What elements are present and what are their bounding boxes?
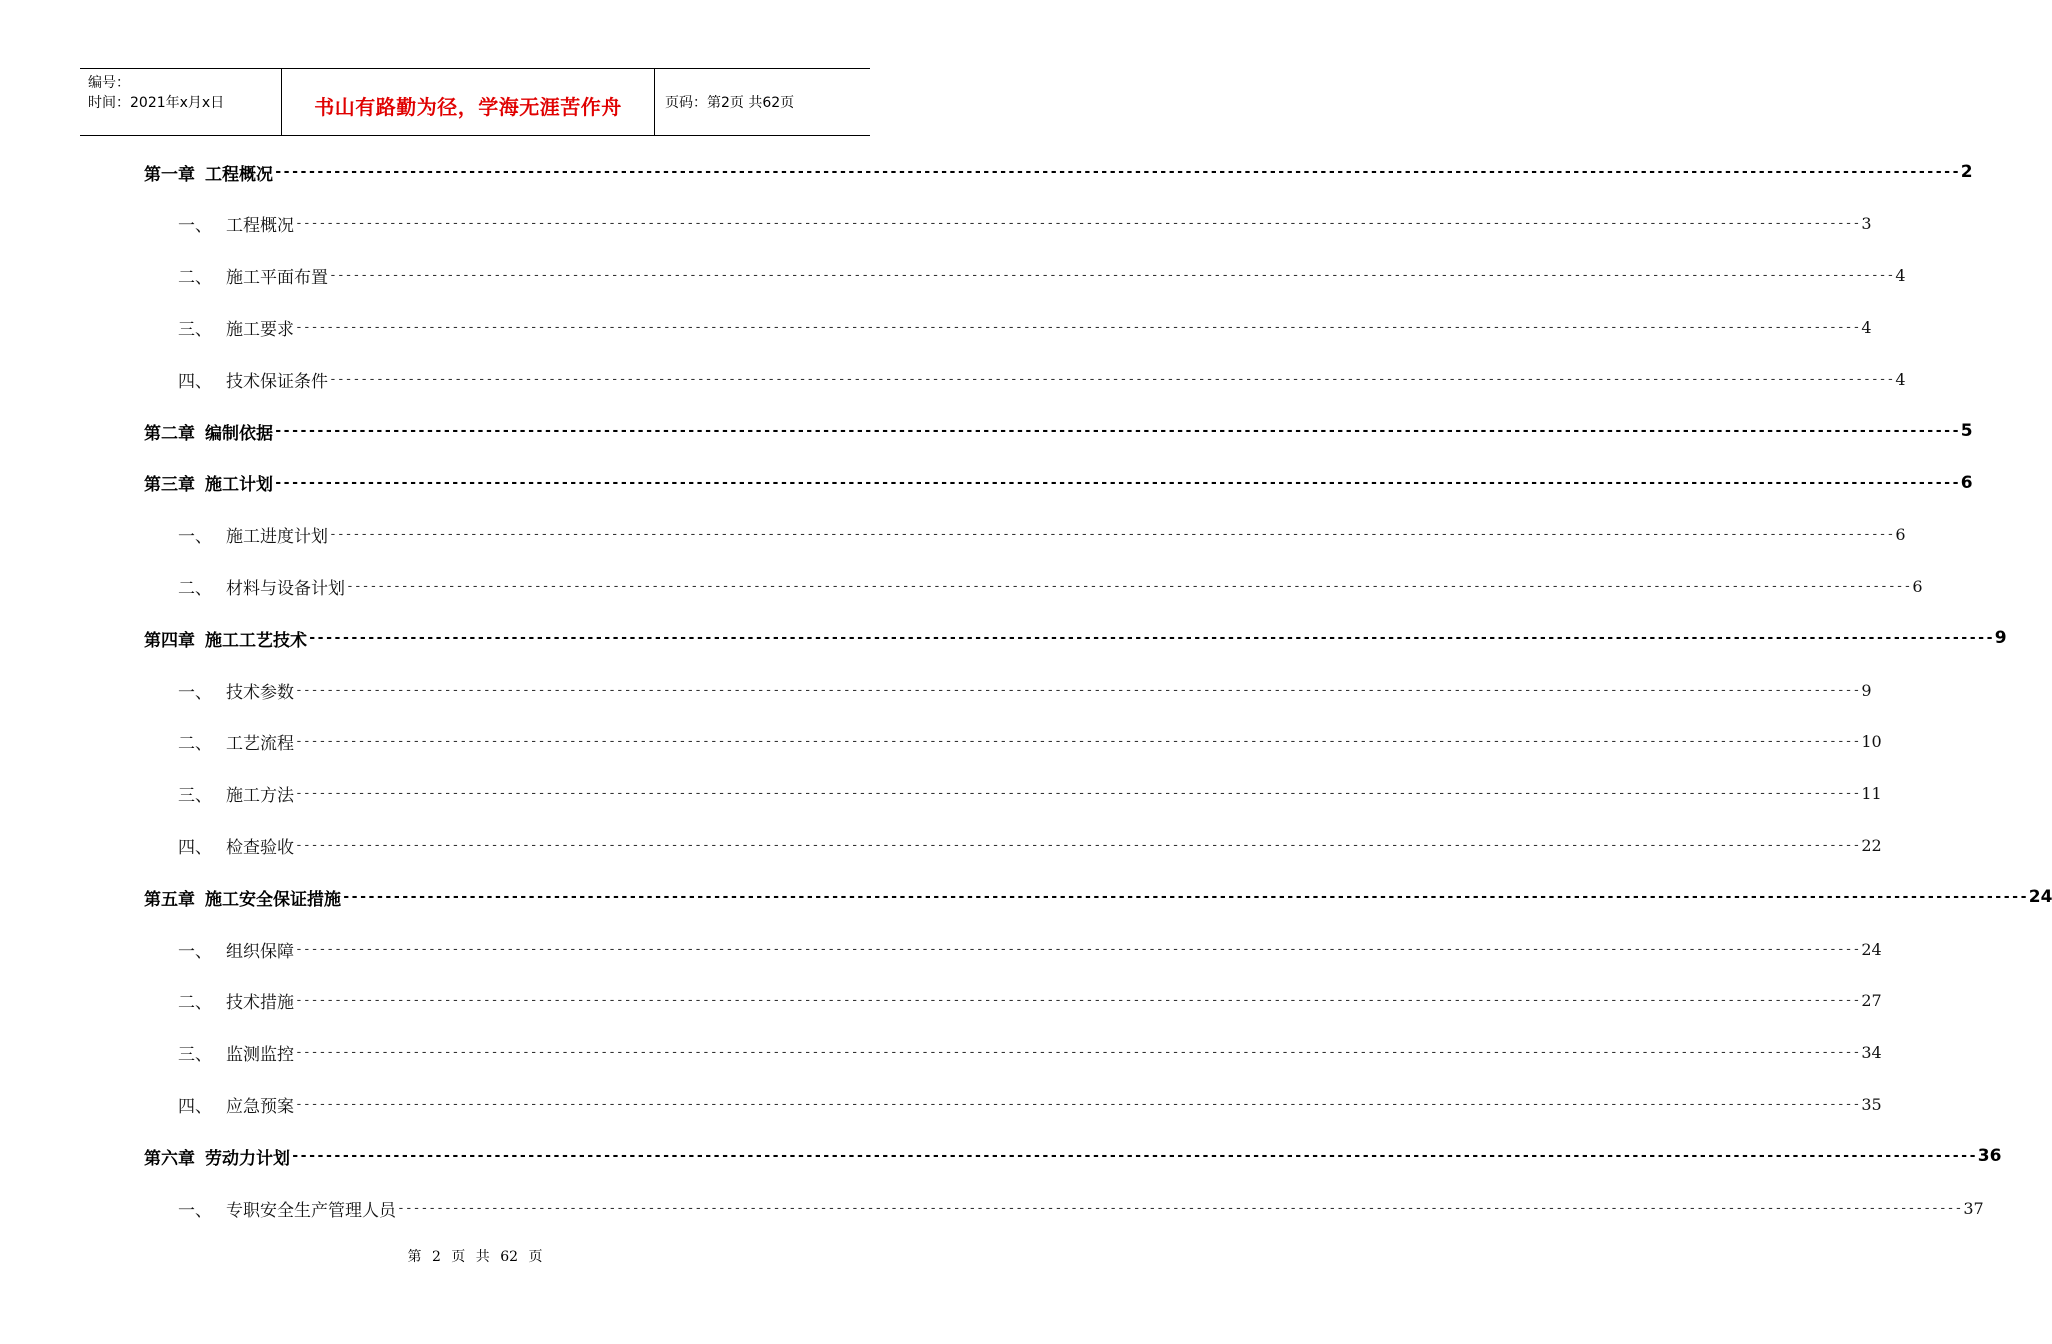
toc-page-number: 6 [1960, 472, 1973, 493]
header-motto-cell [282, 69, 655, 135]
toc-dot-leader: -------------------------------------------------------------------------------------------------------------------------------------------------------------------------------------------------------- [295, 837, 1861, 853]
toc-page-number: 24 [1861, 939, 1882, 959]
toc-section-entry[interactable] [178, 936, 1882, 962]
toc-page-number: 6 [1895, 525, 1906, 545]
toc-section-entry[interactable] [178, 1091, 1882, 1117]
toc-chapter-label: 第三章 [144, 475, 195, 496]
toc-section-entry[interactable] [178, 263, 1906, 289]
toc-entry-title: 施工安全保证措施 [205, 889, 341, 910]
toc-page-number: 34 [1861, 1043, 1882, 1063]
toc-entry-title: 检查验收 [226, 837, 294, 858]
toc-section-number: 一、 [178, 216, 212, 237]
toc-entry-title: 技术措施 [226, 993, 294, 1014]
toc-chapter-label: 第五章 [144, 889, 195, 910]
toc-dot-leader: -------------------------------------------------------------------------------------------------------------------------------------------------------------------------------------------------------- [295, 786, 1861, 802]
toc-section-entry[interactable] [178, 366, 1906, 392]
toc-dot-leader: -------------------------------------------------------------------------------------------------------------------------------------------------------------------------------------------------------- [291, 1148, 1977, 1165]
toc-entry-title: 监测监控 [226, 1045, 294, 1066]
toc-entry-title: 技术保证条件 [226, 371, 328, 392]
toc-entry-title: 劳动力计划 [205, 1148, 290, 1169]
toc-dot-leader: -------------------------------------------------------------------------------------------------------------------------------------------------------------------------------------------------------- [329, 527, 1895, 543]
time-label: 时间：2021年x月x日 [88, 95, 225, 111]
toc-section-number: 二、 [178, 993, 212, 1014]
toc-chapter-entry[interactable] [144, 625, 2007, 651]
toc-section-entry[interactable] [178, 988, 1882, 1014]
toc-chapter-label: 第四章 [144, 630, 195, 651]
toc-page-number: 37 [1963, 1198, 1984, 1218]
toc-section-number: 一、 [178, 1200, 212, 1221]
toc-dot-leader: -------------------------------------------------------------------------------------------------------------------------------------------------------------------------------------------------------- [274, 164, 1960, 180]
toc-entry-title: 技术参数 [226, 682, 294, 703]
toc-dot-leader: -------------------------------------------------------------------------------------------------------------------------------------------------------------------------------------------------------- [274, 474, 1960, 491]
toc-page-number: 5 [1960, 421, 1973, 441]
toc-page-number: 24 [2028, 887, 2052, 908]
toc-entry-title: 材料与设备计划 [226, 578, 345, 599]
toc-chapter-entry[interactable] [144, 159, 1973, 185]
toc-entry-title: 施工要求 [226, 319, 294, 340]
toc-dot-leader: -------------------------------------------------------------------------------------------------------------------------------------------------------------------------------------------------------- [346, 578, 1912, 594]
header-meta-cell [80, 69, 282, 135]
toc-section-number: 四、 [178, 371, 212, 392]
toc-dot-leader: -------------------------------------------------------------------------------------------------------------------------------------------------------------------------------------------------------- [397, 1200, 1963, 1216]
toc-entry-title: 施工工艺技术 [205, 630, 307, 651]
toc-page-number: 3 [1861, 214, 1872, 234]
toc-dot-leader: -------------------------------------------------------------------------------------------------------------------------------------------------------------------------------------------------------- [295, 682, 1861, 698]
page-footer: 第 2 页 共 62 页 [407, 1249, 543, 1265]
toc-section-number: 四、 [178, 1096, 212, 1117]
toc-page-number: 22 [1861, 835, 1882, 855]
toc-dot-leader: -------------------------------------------------------------------------------------------------------------------------------------------------------------------------------------------------------- [295, 941, 1861, 957]
toc-page-number: 9 [1994, 628, 2007, 649]
toc-section-number: 三、 [178, 1045, 212, 1066]
toc-dot-leader: -------------------------------------------------------------------------------------------------------------------------------------------------------------------------------------------------------- [274, 423, 1960, 439]
toc-page-number: 11 [1861, 784, 1882, 804]
serial-label: 编号： [88, 75, 130, 91]
toc-page-number: 27 [1861, 991, 1882, 1011]
toc-section-number: 三、 [178, 319, 212, 340]
toc-page-number: 4 [1895, 266, 1906, 286]
toc-dot-leader: -------------------------------------------------------------------------------------------------------------------------------------------------------------------------------------------------------- [308, 630, 1994, 647]
toc-section-number: 二、 [178, 734, 212, 755]
toc-section-entry[interactable] [178, 1195, 1984, 1221]
toc-chapter-label: 第一章 [144, 164, 195, 185]
toc-section-number: 四、 [178, 837, 212, 858]
toc-chapter-entry[interactable] [144, 418, 1973, 444]
toc-entry-title: 应急预案 [226, 1096, 294, 1117]
toc-chapter-entry[interactable] [144, 1143, 2002, 1169]
toc-dot-leader: -------------------------------------------------------------------------------------------------------------------------------------------------------------------------------------------------------- [295, 993, 1861, 1009]
toc-section-entry[interactable] [178, 729, 1882, 755]
toc-page-number: 9 [1861, 680, 1872, 700]
toc-page-number: 10 [1861, 732, 1882, 752]
motto-text: 书山有路勤为径，学海无涯苦作舟 [314, 94, 622, 119]
toc-chapter-entry[interactable] [144, 470, 1973, 496]
toc-section-entry[interactable] [178, 677, 1872, 703]
toc-section-number: 一、 [178, 682, 212, 703]
toc-chapter-entry[interactable] [144, 884, 2052, 910]
toc-section-entry[interactable] [178, 832, 1882, 858]
toc-dot-leader: -------------------------------------------------------------------------------------------------------------------------------------------------------------------------------------------------------- [295, 1045, 1861, 1061]
toc-page-number: 4 [1895, 369, 1906, 389]
toc-page-number: 35 [1861, 1094, 1882, 1114]
toc-section-entry[interactable] [178, 573, 1923, 599]
toc-dot-leader: -------------------------------------------------------------------------------------------------------------------------------------------------------------------------------------------------------- [342, 889, 2028, 906]
toc-section-entry[interactable] [178, 1040, 1882, 1066]
toc-section-number: 三、 [178, 786, 212, 807]
toc-entry-title: 编制依据 [205, 423, 273, 444]
toc-entry-title: 工程概况 [226, 216, 294, 237]
toc-dot-leader: -------------------------------------------------------------------------------------------------------------------------------------------------------------------------------------------------------- [329, 371, 1895, 387]
toc-entry-title: 工艺流程 [226, 734, 294, 755]
toc-entry-title: 施工方法 [226, 786, 294, 807]
toc-chapter-label: 第六章 [144, 1148, 195, 1169]
page-header [80, 68, 870, 136]
toc-entry-title: 施工平面布置 [226, 268, 328, 289]
toc-entry-title: 组织保障 [226, 941, 294, 962]
toc-dot-leader: -------------------------------------------------------------------------------------------------------------------------------------------------------------------------------------------------------- [329, 268, 1895, 284]
toc-page-number: 6 [1912, 576, 1923, 596]
toc-section-entry[interactable] [178, 522, 1906, 548]
toc-entry-title: 施工进度计划 [226, 527, 328, 548]
toc-section-number: 二、 [178, 268, 212, 289]
toc-dot-leader: -------------------------------------------------------------------------------------------------------------------------------------------------------------------------------------------------------- [295, 1096, 1861, 1112]
toc-page-number: 2 [1960, 162, 1973, 182]
toc-section-number: 二、 [178, 578, 212, 599]
toc-dot-leader: -------------------------------------------------------------------------------------------------------------------------------------------------------------------------------------------------------- [295, 734, 1861, 750]
toc-entry-title: 施工计划 [205, 475, 273, 496]
page-info: 页码：第2页 共62页 [665, 95, 795, 111]
toc-entry-title: 专职安全生产管理人员 [226, 1200, 396, 1221]
header-page-cell [655, 69, 870, 135]
toc-dot-leader: -------------------------------------------------------------------------------------------------------------------------------------------------------------------------------------------------------- [295, 319, 1861, 335]
toc-chapter-label: 第二章 [144, 423, 195, 444]
toc-section-entry[interactable] [178, 314, 1872, 340]
toc-section-number: 一、 [178, 941, 212, 962]
toc-page-number: 36 [1977, 1146, 2002, 1167]
toc-dot-leader: -------------------------------------------------------------------------------------------------------------------------------------------------------------------------------------------------------- [295, 216, 1861, 232]
toc-section-entry[interactable] [178, 781, 1882, 807]
toc-section-entry[interactable] [178, 211, 1872, 237]
toc-section-number: 一、 [178, 527, 212, 548]
toc-page-number: 4 [1861, 317, 1872, 337]
toc-entry-title: 工程概况 [205, 164, 273, 185]
